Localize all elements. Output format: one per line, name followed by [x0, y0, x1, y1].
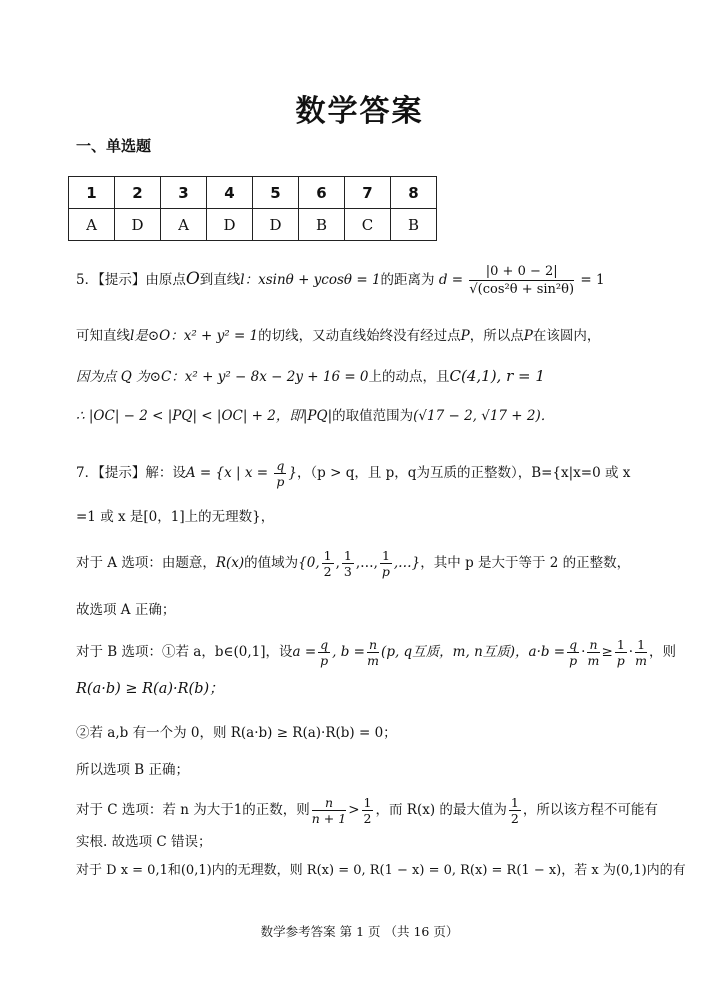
answer-table-answer-row: [69, 209, 437, 241]
question-number: 7: [345, 177, 391, 209]
question-number: 8: [391, 177, 437, 209]
q7-math: ,…,: [355, 555, 378, 571]
q7-line-6: R(a·b) ≥ R(a)·R(b)；: [76, 681, 224, 697]
n-over-m-fraction: [587, 637, 599, 668]
q7-text: 对于 C 选项：若 n 为大于1的正数，则: [76, 802, 310, 818]
q5-text: 在该圆内，: [532, 328, 601, 344]
q5-math: l: [130, 328, 135, 344]
q7-math: >: [348, 802, 360, 818]
fraction-denominator: p: [381, 564, 390, 579]
fraction-numerator: 1: [363, 795, 372, 810]
q5-line-4: [76, 406, 554, 426]
fraction-denominator: n + 1: [311, 811, 347, 826]
question-number: 3: [161, 177, 207, 209]
q7-line-3: 对于 A 选项：由题意，R(x)的值域为{0, $\frac{1}{2}$ , $\frac{1}{3}$ ,…, $\frac{1}{p}$ ,…}，其中 p 是大于等于 2 的正整数，: [76, 548, 631, 579]
fraction-numerator: n: [312, 795, 346, 811]
fraction-numerator: 1: [637, 637, 646, 652]
q5-math: P: [523, 328, 533, 344]
fraction-denominator: m: [587, 653, 600, 668]
fraction-numerator: q: [276, 458, 285, 473]
one-over-m-fraction: [635, 637, 647, 668]
q7-math: ≥: [601, 644, 613, 660]
q7-math: (p, q互质，m, n互质)，: [381, 644, 529, 660]
q7-line-8: 所以选项 B 正确；: [76, 762, 190, 778]
n-over-n-plus-1-fraction: [312, 795, 346, 826]
q7-math: a =: [292, 644, 317, 660]
q7-math: ,…}: [393, 555, 421, 571]
q5-math: = 1: [580, 272, 605, 288]
answer-table: [68, 176, 437, 241]
q-over-p-fraction: [274, 458, 286, 489]
fraction-denominator: m: [635, 653, 647, 668]
answer-cell: C: [345, 209, 391, 241]
q7-line-2: =1 或 x 是[0，1]上的无理数}，: [76, 509, 275, 525]
question-number: 6: [299, 177, 345, 209]
q7-text: ，而 R(x) 的最大值为: [375, 802, 507, 818]
q7-math: {0,: [298, 555, 320, 571]
fraction-denominator: 3: [343, 564, 352, 579]
q5-text: 的取值范围为: [332, 408, 414, 424]
q5-math: C(4,1), r = 1: [449, 367, 545, 385]
fraction-denominator: p: [616, 653, 625, 668]
q5-text: 的距离为: [380, 272, 435, 288]
fraction-numerator: 1: [381, 548, 390, 563]
q7-text: 7．【提示】解：设: [76, 465, 186, 481]
q5-line-1: [76, 263, 605, 298]
q7-math: R(x): [215, 555, 245, 571]
fraction-denominator: 2: [363, 811, 372, 826]
q5-math: 因为点 Q 为⊙C：x² + y² − 8x − 2y + 16 = 0: [76, 369, 369, 385]
q7-line-4: 故选项 A 正确；: [76, 602, 176, 618]
one-over-p-fraction: [380, 548, 392, 579]
distance-fraction: [469, 263, 574, 298]
q7-line-9: [76, 795, 658, 826]
fraction-numerator: q: [320, 637, 329, 652]
fraction-numerator: 1: [510, 795, 519, 810]
q7-line-11: 对于 D x = 0,1和(0,1)内的无理数，则 R(x) = 0, R(1 − x) = 0, R(x) = R(1 − x)，若 x 为(0,1)内的有: [76, 863, 686, 878]
fraction-numerator: 1: [323, 548, 332, 563]
q5-math: O: [185, 269, 200, 289]
fraction-denominator: 2: [510, 811, 519, 826]
q5-text: 可知直线: [76, 328, 130, 344]
q7-text: ，则: [649, 644, 677, 660]
q-over-p-fraction: [318, 637, 330, 668]
q7-math: A = {x | x =: [185, 465, 273, 481]
q7-math: a·b =: [528, 644, 566, 660]
q-over-p-fraction: [567, 637, 579, 668]
answer-cell: A: [161, 209, 207, 241]
q7-math: , b =: [332, 644, 365, 660]
q5-text: 到直线: [199, 272, 241, 288]
fraction-denominator: p: [320, 653, 329, 668]
answer-cell: A: [69, 209, 115, 241]
q5-math: |PQ|: [302, 408, 333, 424]
answer-cell: D: [115, 209, 161, 241]
one-over-p-fraction: [615, 637, 627, 668]
question-number: 1: [69, 177, 115, 209]
question-number: 4: [207, 177, 253, 209]
q7-math: }: [288, 465, 297, 481]
page-footer: 数学参考答案 第 1 页 （共 16 页）: [260, 924, 459, 939]
q5-math: d =: [438, 272, 464, 288]
fraction-numerator: |0 + 0 − 2|: [469, 263, 574, 281]
fraction-denominator: 2: [323, 564, 332, 579]
q5-text: 的切线，又动直线始终没有经过点: [258, 328, 461, 344]
q5-math: ：xsinθ + ycosθ = 1: [244, 272, 381, 288]
question-number: 5: [253, 177, 299, 209]
q5-math: P: [460, 328, 470, 344]
q5-text: ，所以点: [469, 328, 524, 344]
n-over-m-fraction: [367, 637, 379, 668]
fraction-numerator: q: [569, 637, 578, 652]
one-third-fraction: [342, 548, 354, 579]
one-half-fraction: [362, 795, 374, 826]
q5-line-3: [76, 366, 545, 387]
section-heading-single-choice: 一、单选题: [76, 137, 152, 155]
fraction-denominator: √(cos²θ + sin²θ): [469, 282, 575, 297]
q5-text: 上的动点，且: [368, 369, 450, 385]
answer-cell: D: [253, 209, 299, 241]
q7-line-10: 实根. 故选项 C 错误；: [76, 834, 212, 850]
q5-math: 是⊙O：x² + y² = 1: [134, 328, 259, 344]
q7-text: 的值域为: [244, 555, 299, 571]
q7-line-5: 对于 B 选项：①若 a，b∈(0,1]，设a = $\frac{q}{p}$ , b = $\frac{n}{m}$ (p, q互质，m, n互质)，a·b = $\frac{q}{p}$ · $\frac{n}{m}$ ≥ $\frac{1}{p}$ · $\frac{1}{m}$ ，则: [76, 637, 677, 668]
q5-math: ∴ |OC| − 2 < |PQ| < |OC| + 2，即: [76, 408, 303, 424]
fraction-denominator: p: [276, 474, 285, 489]
fraction-numerator: 1: [343, 548, 352, 563]
fraction-denominator: p: [569, 653, 578, 668]
fraction-numerator: 1: [616, 637, 625, 652]
fraction-denominator: m: [367, 653, 379, 668]
answer-cell: B: [299, 209, 345, 241]
one-half-fraction: [322, 548, 334, 579]
q5-math: l: [240, 272, 245, 288]
fraction-numerator: n: [589, 637, 598, 652]
q7-line-1: [76, 458, 630, 489]
page-title: 数学答案: [295, 94, 424, 129]
question-number: 2: [115, 177, 161, 209]
q7-text: ，所以该方程不可能有: [522, 802, 658, 818]
answer-cell: D: [207, 209, 253, 241]
q5-text: 5．【提示】由原点: [76, 272, 186, 288]
q7-text: ，（p > q，且 p，q为互质的正整数），B={x|x=0 或 x: [296, 465, 631, 481]
q7-text: 对于 A 选项：由题意，: [76, 555, 216, 571]
one-half-fraction: [509, 795, 521, 826]
q7-line-7: ②若 a,b 有一个为 0，则 R(a·b) ≥ R(a)·R(b) = 0；: [76, 725, 397, 741]
q7-text: ，其中 p 是大于等于 2 的正整数，: [420, 555, 631, 571]
q5-math: (√17 − 2, √17 + 2)．: [413, 408, 555, 424]
q7-text: 对于 B 选项：①若 a，b∈(0,1]，设: [76, 644, 293, 660]
q5-line-2: [76, 326, 600, 346]
answer-cell: B: [391, 209, 437, 241]
fraction-numerator: n: [368, 637, 378, 652]
answer-table-header-row: [69, 177, 437, 209]
